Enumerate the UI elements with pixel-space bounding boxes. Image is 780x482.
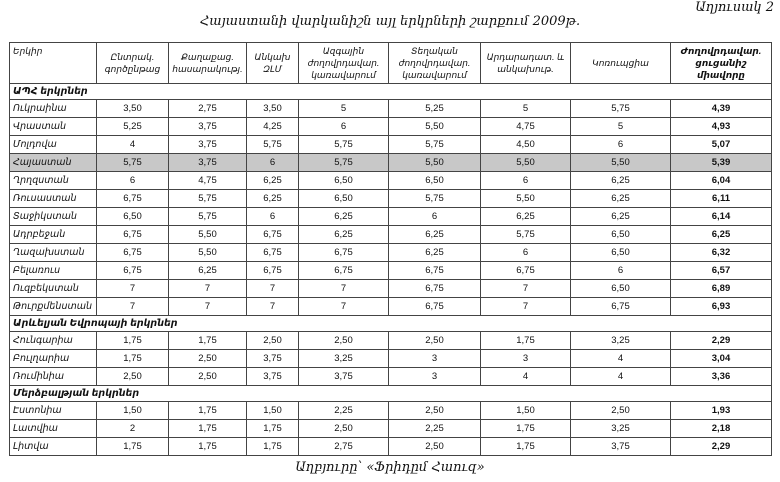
table-row <box>10 208 772 226</box>
value-cell: 2,50 <box>571 402 671 420</box>
table-row <box>10 172 772 190</box>
group-header-row <box>10 316 772 332</box>
value-cell: 5,75 <box>169 190 247 208</box>
value-cell: 7 <box>97 298 169 316</box>
value-cell: 2,50 <box>169 368 247 386</box>
value-cell: 1,75 <box>169 438 247 456</box>
value-cell: 7 <box>169 298 247 316</box>
table-number: Աղյուսակ 2 <box>695 0 774 15</box>
table-row <box>10 280 772 298</box>
country-cell: Էստոնիա <box>10 402 97 420</box>
value-cell: 3,75 <box>299 368 389 386</box>
value-cell: 3,25 <box>571 332 671 350</box>
value-cell: 1,75 <box>247 420 299 438</box>
value-cell: 5,50 <box>481 190 571 208</box>
value-cell: 7 <box>299 298 389 316</box>
country-cell: Հունգարիա <box>10 332 97 350</box>
value-cell: 3,25 <box>571 420 671 438</box>
value-cell: 6,50 <box>571 226 671 244</box>
table-row <box>10 298 772 316</box>
value-cell: 7 <box>247 298 299 316</box>
value-cell: 2,75 <box>169 100 247 118</box>
ratings-table <box>9 42 772 456</box>
value-cell: 7 <box>97 280 169 298</box>
value-cell: 6,25 <box>571 190 671 208</box>
value-cell: 6,75 <box>389 280 481 298</box>
table-row <box>10 332 772 350</box>
value-cell: 7 <box>299 280 389 298</box>
header-local-governance: Տեղական ժողովրդավար. կառավարում <box>389 43 481 84</box>
table-row <box>10 118 772 136</box>
value-cell: 1,75 <box>481 332 571 350</box>
value-cell: 6,75 <box>97 244 169 262</box>
value-cell: 4,25 <box>247 118 299 136</box>
democracy-score-cell: 6,04 <box>671 172 772 190</box>
value-cell: 6,75 <box>389 262 481 280</box>
table-row <box>10 154 772 172</box>
value-cell: 3,75 <box>247 368 299 386</box>
value-cell: 5,75 <box>97 154 169 172</box>
country-cell: Լիտվա <box>10 438 97 456</box>
source-note: Աղբյուրը՝ «Ֆրիդըմ Հաուզ» <box>295 460 485 475</box>
value-cell: 5,75 <box>247 136 299 154</box>
document-title: Հայաստանի վարկանիշն այլ երկրների շարքում 2009թ. <box>199 14 581 29</box>
value-cell: 6,75 <box>97 226 169 244</box>
value-cell: 6,75 <box>97 190 169 208</box>
group-header-row <box>10 84 772 100</box>
value-cell: 6,25 <box>571 208 671 226</box>
country-cell: Լատվիա <box>10 420 97 438</box>
table-row <box>10 262 772 280</box>
value-cell: 6 <box>247 208 299 226</box>
value-cell: 7 <box>481 298 571 316</box>
value-cell: 6,75 <box>247 226 299 244</box>
value-cell: 6,75 <box>247 262 299 280</box>
group-header-row <box>10 386 772 402</box>
country-cell: Հայաստան <box>10 154 97 172</box>
country-cell: Բելառուս <box>10 262 97 280</box>
value-cell: 6,25 <box>389 244 481 262</box>
value-cell: 6 <box>481 244 571 262</box>
value-cell: 2,25 <box>389 420 481 438</box>
value-cell: 5,75 <box>481 226 571 244</box>
value-cell: 1,75 <box>97 332 169 350</box>
value-cell: 6,25 <box>571 172 671 190</box>
header-electoral-process: Ընտրակ. գործընթաց <box>97 43 169 84</box>
value-cell: 4 <box>571 350 671 368</box>
value-cell: 5 <box>571 118 671 136</box>
country-cell: Ուկրաինա <box>10 100 97 118</box>
value-cell: 5,50 <box>571 154 671 172</box>
democracy-score-cell: 2,29 <box>671 438 772 456</box>
value-cell: 5,50 <box>169 244 247 262</box>
value-cell: 3,75 <box>169 136 247 154</box>
value-cell: 4,75 <box>481 118 571 136</box>
democracy-score-cell: 3,36 <box>671 368 772 386</box>
value-cell: 2,50 <box>299 332 389 350</box>
value-cell: 4 <box>571 368 671 386</box>
democracy-score-cell: 2,29 <box>671 332 772 350</box>
value-cell: 6,50 <box>571 280 671 298</box>
value-cell: 4,50 <box>481 136 571 154</box>
value-cell: 1,75 <box>169 402 247 420</box>
democracy-score-cell: 4,93 <box>671 118 772 136</box>
value-cell: 6,25 <box>169 262 247 280</box>
value-cell: 6,50 <box>299 190 389 208</box>
value-cell: 6,50 <box>571 244 671 262</box>
value-cell: 1,75 <box>481 438 571 456</box>
value-cell: 6,75 <box>97 262 169 280</box>
value-cell: 5,50 <box>389 154 481 172</box>
country-cell: Ադրբեջան <box>10 226 97 244</box>
value-cell: 7 <box>247 280 299 298</box>
table-row <box>10 244 772 262</box>
value-cell: 5,25 <box>389 100 481 118</box>
value-cell: 2,50 <box>389 332 481 350</box>
value-cell: 5,75 <box>389 190 481 208</box>
table-row <box>10 402 772 420</box>
democracy-score-cell: 6,93 <box>671 298 772 316</box>
value-cell: 1,75 <box>169 420 247 438</box>
header-democracy-score: Ժողովրդավար. ցուցանիշ միավորը <box>671 43 772 84</box>
table-row <box>10 420 772 438</box>
header-country: Երկիր <box>10 43 97 84</box>
value-cell: 6,25 <box>389 226 481 244</box>
value-cell: 5,25 <box>97 118 169 136</box>
value-cell: 1,50 <box>481 402 571 420</box>
value-cell: 2,50 <box>299 420 389 438</box>
democracy-score-cell: 3,04 <box>671 350 772 368</box>
value-cell: 6 <box>481 172 571 190</box>
value-cell: 2,75 <box>299 438 389 456</box>
value-cell: 1,75 <box>97 438 169 456</box>
country-cell: Ռուսաստան <box>10 190 97 208</box>
group-name: Մերձբալթյան երկրներ <box>10 386 772 402</box>
democracy-score-cell: 6,11 <box>671 190 772 208</box>
value-cell: 6,75 <box>299 262 389 280</box>
value-cell: 6,25 <box>247 190 299 208</box>
value-cell: 6 <box>299 118 389 136</box>
democracy-score-cell: 5,39 <box>671 154 772 172</box>
group-name: Արևելյան Եվրոպայի երկրներ <box>10 316 772 332</box>
value-cell: 5,75 <box>571 100 671 118</box>
country-cell: Մոլդովա <box>10 136 97 154</box>
value-cell: 6,75 <box>571 298 671 316</box>
country-cell: Ղրղզստան <box>10 172 97 190</box>
country-cell: Ուզբեկստան <box>10 280 97 298</box>
value-cell: 1,50 <box>97 402 169 420</box>
value-cell: 2,50 <box>389 438 481 456</box>
value-cell: 5,50 <box>481 154 571 172</box>
value-cell: 6,25 <box>299 226 389 244</box>
value-cell: 5 <box>481 100 571 118</box>
value-cell: 6,75 <box>299 244 389 262</box>
table-row <box>10 190 772 208</box>
table-row <box>10 438 772 456</box>
table-row <box>10 100 772 118</box>
value-cell: 6,25 <box>481 208 571 226</box>
table-row <box>10 350 772 368</box>
value-cell: 6 <box>97 172 169 190</box>
value-cell: 5 <box>299 100 389 118</box>
value-cell: 4 <box>97 136 169 154</box>
table-row <box>10 368 772 386</box>
value-cell: 5,75 <box>389 136 481 154</box>
country-cell: Թուրքմենստան <box>10 298 97 316</box>
value-cell: 6,50 <box>299 172 389 190</box>
value-cell: 6 <box>571 262 671 280</box>
value-cell: 3 <box>389 368 481 386</box>
country-cell: Վրաստան <box>10 118 97 136</box>
democracy-score-cell: 2,18 <box>671 420 772 438</box>
value-cell: 5,75 <box>299 154 389 172</box>
democracy-score-cell: 6,57 <box>671 262 772 280</box>
value-cell: 5,75 <box>299 136 389 154</box>
value-cell: 2,50 <box>389 402 481 420</box>
value-cell: 1,75 <box>169 332 247 350</box>
value-cell: 3,50 <box>97 100 169 118</box>
democracy-score-cell: 5,07 <box>671 136 772 154</box>
democracy-score-cell: 6,32 <box>671 244 772 262</box>
country-cell: Ռումինիա <box>10 368 97 386</box>
value-cell: 2,50 <box>247 332 299 350</box>
header-corruption: Կոռուպցիա <box>571 43 671 84</box>
value-cell: 2,25 <box>299 402 389 420</box>
value-cell: 6,25 <box>299 208 389 226</box>
value-cell: 7 <box>169 280 247 298</box>
value-cell: 4 <box>481 368 571 386</box>
value-cell: 5,50 <box>389 118 481 136</box>
header-judiciary: Արդարադատ. և անկախութ. <box>481 43 571 84</box>
democracy-score-cell: 4,39 <box>671 100 772 118</box>
value-cell: 3,50 <box>247 100 299 118</box>
table-row <box>10 136 772 154</box>
header-national-governance: Ազգային ժողովրդավար. կառավարում <box>299 43 389 84</box>
header-independent-media: Անկախ ԶԼՄ <box>247 43 299 84</box>
value-cell: 6,75 <box>247 244 299 262</box>
table-row <box>10 226 772 244</box>
value-cell: 3,25 <box>299 350 389 368</box>
value-cell: 4,75 <box>169 172 247 190</box>
value-cell: 6 <box>247 154 299 172</box>
democracy-score-cell: 6,14 <box>671 208 772 226</box>
value-cell: 1,75 <box>97 350 169 368</box>
value-cell: 6,50 <box>97 208 169 226</box>
democracy-score-cell: 6,25 <box>671 226 772 244</box>
value-cell: 6,75 <box>389 298 481 316</box>
value-cell: 1,75 <box>481 420 571 438</box>
country-cell: Տաջիկստան <box>10 208 97 226</box>
country-cell: Ղազախստան <box>10 244 97 262</box>
value-cell: 5,75 <box>169 208 247 226</box>
value-cell: 2 <box>97 420 169 438</box>
value-cell: 3,75 <box>571 438 671 456</box>
value-cell: 6 <box>571 136 671 154</box>
value-cell: 1,75 <box>247 438 299 456</box>
value-cell: 5,50 <box>169 226 247 244</box>
democracy-score-cell: 6,89 <box>671 280 772 298</box>
header-row <box>10 43 772 84</box>
value-cell: 2,50 <box>169 350 247 368</box>
value-cell: 3 <box>481 350 571 368</box>
country-cell: Բուլղարիա <box>10 350 97 368</box>
value-cell: 1,50 <box>247 402 299 420</box>
value-cell: 3,75 <box>247 350 299 368</box>
value-cell: 7 <box>481 280 571 298</box>
value-cell: 3,75 <box>169 118 247 136</box>
value-cell: 3,75 <box>169 154 247 172</box>
value-cell: 6 <box>389 208 481 226</box>
value-cell: 2,50 <box>97 368 169 386</box>
value-cell: 6,25 <box>247 172 299 190</box>
group-name: ԱՊՀ երկրներ <box>10 84 772 100</box>
democracy-score-cell: 1,93 <box>671 402 772 420</box>
value-cell: 6,75 <box>481 262 571 280</box>
value-cell: 6,50 <box>389 172 481 190</box>
header-civil-society: Քաղաքաց. հասարակությ. <box>169 43 247 84</box>
value-cell: 3 <box>389 350 481 368</box>
